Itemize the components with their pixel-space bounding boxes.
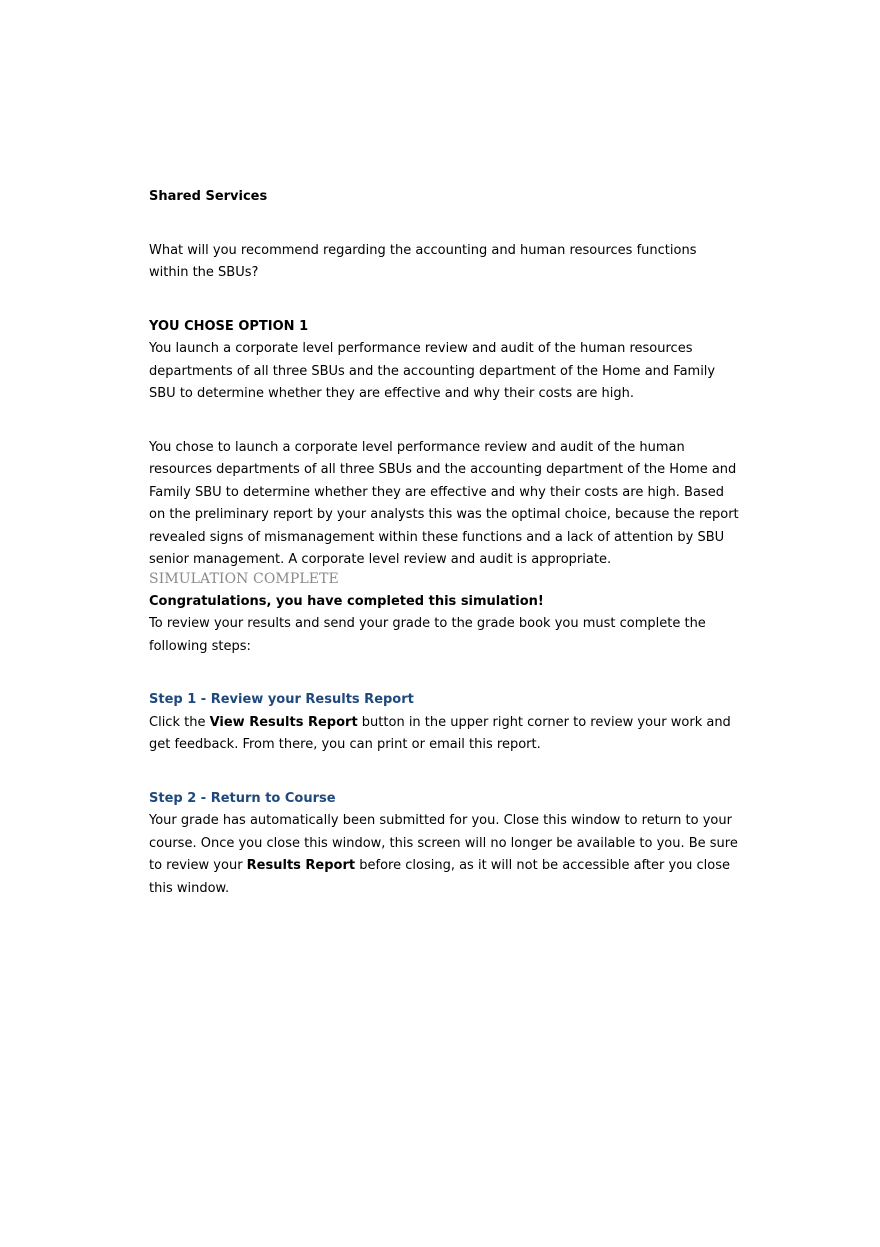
- step-1-text: [149, 712, 739, 757]
- congratulations-text: Congratulations, you have completed this simulation!: [149, 593, 544, 609]
- results-report-label: Results Report: [246, 858, 356, 873]
- document-body: [149, 186, 739, 900]
- choice-description: You launch a corporate level performance review and audit of the human resources departments of all three SBUs and the accounting department of the Home and Family SBU to determine whether they are effective and why their costs are high.: [149, 341, 716, 401]
- step-2-title: Step 2 - Return to Course: [149, 790, 336, 806]
- question-text: What will you recommend regarding the accounting and human resources functions within the SBUs?: [149, 242, 697, 280]
- step-1-text-after: button in the upper right corner to review your work and get feedback. From there, you can print or email this report.: [149, 714, 731, 752]
- spacer: [149, 285, 739, 316]
- section-title: Shared Services: [149, 189, 268, 204]
- simulation-complete-label: SIMULATION COMPLETE: [149, 570, 339, 587]
- choice-label: YOU CHOSE OPTION 1: [149, 318, 309, 334]
- step-2-text: [149, 810, 739, 900]
- step-1-title: Step 1 - Review your Results Report: [149, 692, 414, 707]
- view-results-report-label: View Results Report: [209, 714, 358, 730]
- feedback-text: You chose to launch a corporate level performance review and audit of the human resources departments of all three SBUs and the accounting department of the Home and Family SBU to determine whether they are effective and why their costs are high. Based on the preliminary report by your analysts this was the optimal choice, because the report revealed signs of mismanagement within these functions and a lack of attention by SBU senior management. A corporate level review and audit is appropriate.: [149, 439, 739, 567]
- step-2-text-before: Your grade has automatically been submitted for you. Close this window to return to your course. Once you close this window, this screen will no longer be available to you. Be sure to review your: [149, 813, 738, 873]
- spacer: [149, 658, 739, 689]
- spacer: [149, 406, 739, 437]
- step-2-text-after: before closing, as it will not be accessible after you close this window.: [149, 858, 730, 896]
- spacer: [149, 209, 739, 240]
- step-1-text-before: Click the: [149, 714, 210, 730]
- spacer: [149, 757, 739, 788]
- instructions-text: To review your results and send your grade to the grade book you must complete the following steps:: [149, 616, 706, 654]
